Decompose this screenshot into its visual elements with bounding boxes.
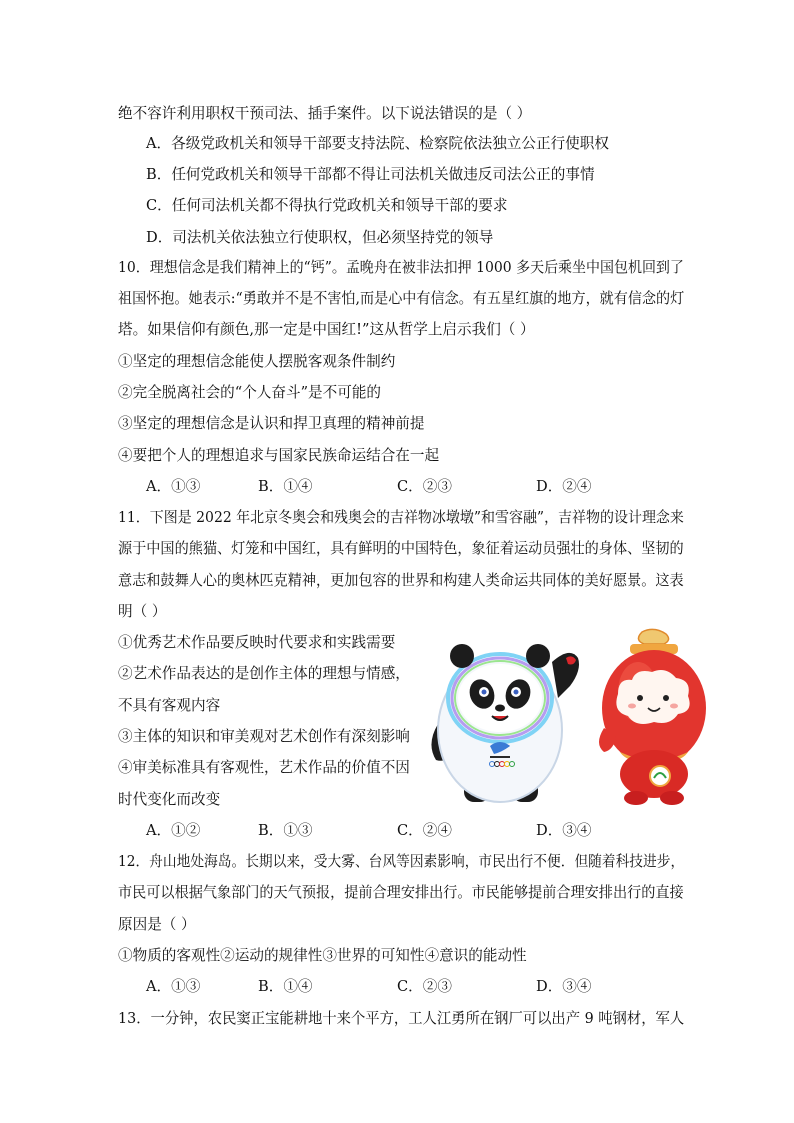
q9-option-c[interactable]: C．任何司法机关都不得执行党政机关和领导干部的要求 bbox=[146, 197, 508, 214]
q12-stem-line2: 市民可以根据气象部门的天气预报，提前合理安排出行。市民能够提前合理安排出行的直接 bbox=[118, 884, 684, 901]
q11-stem-line3: 意志和鼓舞人心的奥林匹克精神，更加包容的世界和构建人类命运共同体的美好愿景。这表 bbox=[118, 572, 684, 589]
q11-option-b[interactable]: B．①③ bbox=[258, 822, 313, 839]
q12-option-a[interactable]: A．①③ bbox=[146, 978, 201, 995]
q13-stem-line1: 13．一分钟，农民窦正宝能耕地十来个平方，工人江勇所在钢厂可以出产 9 吨钢材，军人 bbox=[118, 1010, 685, 1027]
q10-option-c[interactable]: C．②③ bbox=[397, 478, 452, 495]
q12-option-d[interactable]: D．③④ bbox=[536, 978, 592, 995]
q12-option-b[interactable]: B．①④ bbox=[258, 978, 313, 995]
q12-statements: ①物质的客观性②运动的规律性③世界的可知性④意识的能动性 bbox=[118, 947, 527, 964]
q11-stem-line1: 11．下图是 2022 年北京冬奥会和残奥会的吉祥物冰墩墩”和雪容融”，吉祥物的设计理念来 bbox=[118, 509, 684, 526]
q11-statement-1: ①优秀艺术作品要反映时代要求和实践需要 bbox=[118, 634, 396, 651]
mascot-illustration bbox=[420, 628, 710, 808]
q9-option-a[interactable]: A．各级党政机关和领导干部要支持法院、检察院依法独立公正行使职权 bbox=[146, 135, 609, 152]
q11-option-d[interactable]: D．③④ bbox=[536, 822, 592, 839]
q11-statement-4b: 时代变化而改变 bbox=[118, 791, 221, 808]
q9-option-b[interactable]: B．任何党政机关和领导干部都不得让司法机关做违反司法公正的事情 bbox=[146, 166, 595, 183]
q12-option-c[interactable]: C．②③ bbox=[397, 978, 452, 995]
q9-option-d[interactable]: D．司法机关依法独立行使职权，但必须坚持党的领导 bbox=[146, 229, 494, 246]
q11-stem-line2: 源于中国的熊猫、灯笼和中国红，具有鲜明的中国特色，象征着运动员强壮的身体、坚韧的 bbox=[118, 540, 684, 557]
q12-stem-line3: 原因是（ ） bbox=[118, 916, 196, 933]
q10-statement-4: ④要把个人的理想追求与国家民族命运结合在一起 bbox=[118, 447, 440, 464]
q11-option-a[interactable]: A．①② bbox=[146, 822, 201, 839]
q10-statement-3: ③坚定的理想信念是认识和捍卫真理的精神前提 bbox=[118, 415, 425, 432]
q12-stem-line1: 12．舟山地处海岛。长期以来，受大雾、台风等因素影响，市民出行不便．但随着科技进步， bbox=[118, 853, 685, 870]
q10-option-d[interactable]: D．②④ bbox=[536, 478, 592, 495]
q11-statement-4a: ④审美标准具有客观性，艺术作品的价值不因 bbox=[118, 759, 410, 776]
shuey-rhon-rhon-figure bbox=[599, 629, 706, 805]
q10-statement-2: ②完全脱离社会的“个人奋斗”是不可能的 bbox=[118, 384, 382, 401]
q10-stem-line1: 10．理想信念是我们精神上的“钙”。孟晚舟在被非法扣押 1000 多天后乘坐中国包机回到了 bbox=[118, 259, 684, 276]
q11-stem-line4: 明（ ） bbox=[118, 603, 167, 620]
q9-stem: 绝不容许利用职权干预司法、插手案件。以下说法错误的是（ ） bbox=[118, 105, 532, 122]
q10-option-a[interactable]: A．①③ bbox=[146, 478, 201, 495]
q10-statement-1: ①坚定的理想信念能使人摆脱客观条件制约 bbox=[118, 353, 396, 370]
bing-dwen-dwen-figure bbox=[431, 644, 579, 802]
q10-stem-line2: 祖国怀抱。她表示:“勇敢并不是不害怕,而是心中有信念。有五星红旗的地方，就有信念的灯 bbox=[118, 290, 685, 307]
q11-statement-3: ③主体的知识和审美观对艺术创作有深刻影响 bbox=[118, 728, 410, 745]
q10-option-b[interactable]: B．①④ bbox=[258, 478, 313, 495]
q11-option-c[interactable]: C．②④ bbox=[397, 822, 452, 839]
q11-statement-2a: ②艺术作品表达的是创作主体的理想与情感， bbox=[118, 665, 410, 682]
q10-stem-line3: 塔。如果信仰有颜色,那一定是中国红!”这从哲学上启示我们（ ） bbox=[118, 321, 535, 338]
q11-statement-2b: 不具有客观内容 bbox=[118, 697, 221, 714]
